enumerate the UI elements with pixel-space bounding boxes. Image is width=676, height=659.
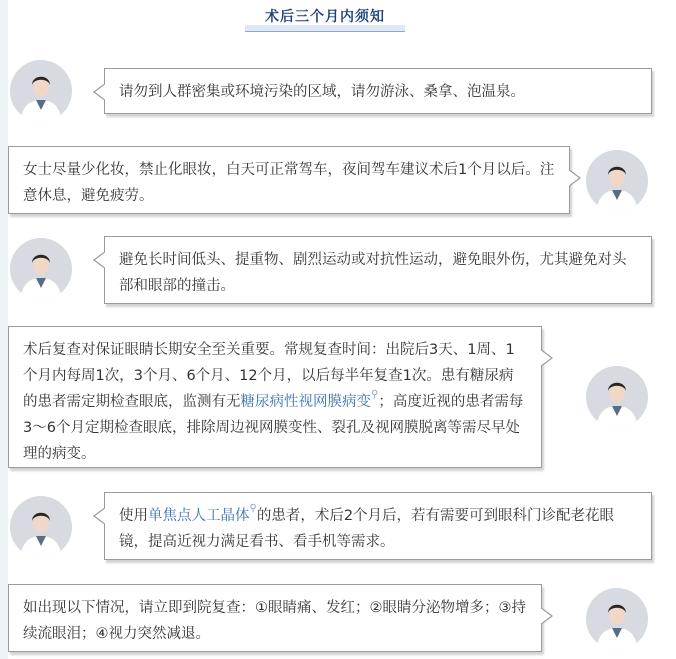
message-bubble-6 <box>8 584 542 652</box>
message-text-6: 如出现以下情况，请立即到院复查：①眼睛痛、发红；②眼睛分泌物增多；③持续流眼泪；④视力突然减退。 <box>23 600 526 642</box>
doctor-avatar <box>586 588 648 650</box>
title-underline <box>245 25 405 32</box>
doctor-avatar <box>10 496 72 558</box>
message-text-1: 请勿到人群密集或环境污染的区域，请勿游泳、桑拿、泡温泉。 <box>119 84 525 100</box>
doctor-avatar <box>586 150 648 212</box>
message-text-5b: 的患者，术后2个月后，若有需要可到眼科门诊配老花眼镜，提高近视力满足看书、看手机等需求。 <box>119 508 615 550</box>
message-bubble-5 <box>104 492 652 560</box>
message-bubble-1 <box>104 68 652 114</box>
message-text-4b: ；高度近视的患者需每3～6个月定期检查眼底，排除周边视网膜变性、裂孔及视网膜脱离等需尽早处理的病变。 <box>23 394 524 462</box>
doctor-avatar <box>10 60 72 122</box>
message-text-4a: 术后复查对保证眼睛长期安全至关重要。常规复查时间：出院后3天、1周、1个月内每周1次，3个月、6个月、12个月，以后每半年复查1次。患有糖尿病的患者需定期检查眼底，监测有无 <box>23 342 515 410</box>
doctor-avatar <box>10 238 72 300</box>
message-bubble-4 <box>8 326 542 468</box>
glossary-link-monofocal-iol[interactable]: 单焦点人工晶体 <box>148 508 250 524</box>
message-bubble-2 <box>8 146 570 214</box>
left-decorative-strip <box>0 0 8 659</box>
page-header <box>245 6 405 32</box>
message-text-3: 避免长时间低头、提重物、剧烈运动或对抗性运动，避免眼外伤，尤其避免对头部和眼部的撞击。 <box>119 252 627 294</box>
search-icon[interactable]: ⚲ <box>371 389 379 400</box>
message-bubble-3 <box>104 236 652 304</box>
glossary-link-diabetic-retinopathy[interactable]: 糖尿病性视网膜病变 <box>240 394 371 410</box>
message-text-2: 女士尽量少化妆，禁止化眼妆，白天可正常驾车，夜间驾车建议术后1个月以后。注意休息，避免疲劳。 <box>23 162 555 204</box>
search-icon[interactable]: ⚲ <box>249 503 257 514</box>
page-title: 术后三个月内须知 <box>265 9 385 25</box>
doctor-avatar <box>586 366 648 428</box>
message-text-5a: 使用 <box>119 508 148 524</box>
